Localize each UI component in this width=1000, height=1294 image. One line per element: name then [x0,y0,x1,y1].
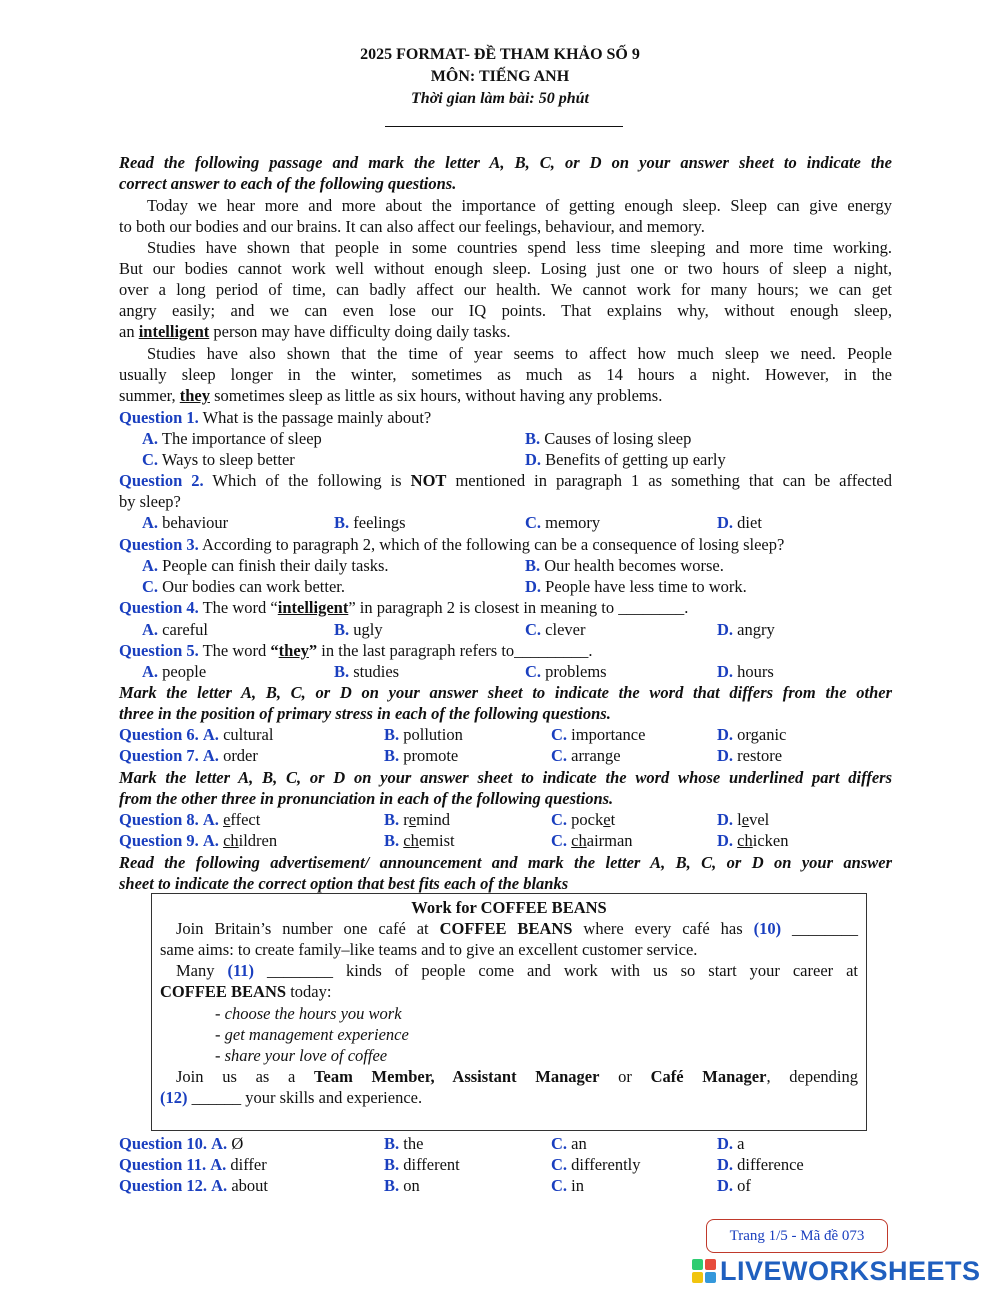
passage-p3-line3 [119,385,892,406]
section4-instruction: Read the following advertisement/ announcement and mark the letter A, B, C, or D on your answer [119,853,892,872]
option-letter: C. [551,810,568,829]
question-2-cont: by sleep? [119,492,181,511]
job-title: Café Manager [650,1067,767,1086]
underlined-part: ch [223,831,239,850]
section1-instruction-cont: correct answer to each of the following questions. [119,174,457,193]
exam-title: 2025 FORMAT- ĐỀ THAM KHẢO SỐ 9 [360,46,640,63]
option-text: studies [353,662,400,681]
text: or [599,1067,651,1086]
blank-number: (10) [753,919,782,938]
q12-option-c[interactable] [551,1175,584,1196]
option-text: mind [416,810,451,829]
q3-option-a[interactable] [142,555,389,576]
underlined-part: e [408,810,417,829]
option-letter: A. [202,725,219,744]
option-letter: B. [334,513,350,532]
subject-title: MÔN: TIẾNG ANH [430,68,570,85]
question-text: What is the passage mainly about? [198,408,432,427]
underlined-part: e [603,810,611,829]
option-text: pollution [403,725,463,744]
text: where every café has [572,919,754,938]
question-label: Question 5. [119,641,199,660]
option-text: of [737,1176,751,1195]
text: ________ kinds of people come and work with us so start your career at [254,961,859,980]
question-5 [119,640,892,661]
q5-option-d[interactable] [717,661,774,682]
option-letter: A. [142,662,159,681]
option-letter: D. [717,831,734,850]
q5-option-c[interactable] [525,661,607,682]
passage-p2-line3: over a long period of time, can badly affect our health. We cannot work for many hours; we can get [119,280,892,299]
option-letter: B. [525,556,541,575]
quote-close: ” [308,641,318,660]
text: sometimes sleep as little as six hours, without having any problems. [210,386,663,405]
text: Join Britain’s number one café at [176,919,440,938]
text: , depending [766,1067,859,1086]
option-text: an [571,1134,587,1153]
q10-option-b[interactable] [384,1133,423,1154]
option-text: Causes of losing sleep [544,429,692,448]
option-letter: B. [384,725,400,744]
question-label: Question 12. [119,1176,208,1195]
passage-p2-line1: Studies have shown that people in some countries spend less time sleeping and more time working. [147,238,892,257]
option-letter: A. [211,1134,228,1153]
option-letter: A. [211,1176,228,1195]
q12-option-a[interactable] [119,1175,268,1196]
option-text: arrange [571,746,621,765]
section2-instruction: Mark the letter A, B, C, or D on your answer sheet to indicate the word that differs from the other [119,683,892,702]
option-text: r [403,810,409,829]
brand-name: COFFEE BEANS [439,919,573,938]
option-text: the [403,1134,424,1153]
option-text: differently [571,1155,641,1174]
option-text: a [737,1134,745,1153]
option-letter: D. [717,1176,734,1195]
q9-option-c[interactable] [551,830,633,851]
q11-option-b[interactable] [384,1154,460,1175]
option-text: clever [545,620,586,639]
q6-option-d[interactable] [717,724,786,745]
q6-option-a[interactable] [119,724,273,745]
ad-line6 [160,1087,858,1108]
option-text: pock [571,810,604,829]
option-text: differ [230,1155,267,1174]
option-letter: C. [551,1134,568,1153]
underlined-part: ch [737,831,753,850]
underlined-word: intelligent [277,598,349,617]
question-2 [119,470,892,491]
q10-option-a[interactable] [119,1133,243,1154]
ad-line1 [176,918,858,939]
ad-line4 [160,981,858,1002]
option-letter: C. [551,1155,568,1174]
q8-option-b[interactable] [384,809,450,830]
option-letter: D. [717,1155,734,1174]
q12-option-b[interactable] [384,1175,420,1196]
question-label: Question 10. [119,1134,208,1153]
q8-option-d[interactable] [717,809,769,830]
question-4 [119,597,892,618]
question-text: in the last paragraph refers to_________. [317,641,593,660]
q2-option-a[interactable] [142,512,228,533]
option-letter: D. [525,450,542,469]
question-label: Question 8. [119,810,199,829]
liveworksheets-brand[interactable]: LIVEWORKSHEETS [720,1256,981,1286]
q1-option-d[interactable] [525,449,726,470]
question-label: Question 7. [119,746,199,765]
option-letter: D. [717,725,734,744]
option-text: emist [418,831,455,850]
option-text: restore [737,746,783,765]
option-letter: D. [717,746,734,765]
question-text: According to paragraph 2, which of the following can be a consequence of losing sleep? [198,535,785,554]
option-letter: B. [334,662,350,681]
q2-option-b[interactable] [334,512,406,533]
option-letter: B. [384,810,400,829]
question-text: mentioned in paragraph 1 as something that can be affected [446,471,892,490]
passage-p3-line1: Studies have also shown that the time of year seems to affect how much sleep we need. People [147,344,892,363]
option-letter: C. [525,513,542,532]
option-text: behaviour [162,513,229,532]
option-text: diet [737,513,762,532]
option-letter: B. [384,831,400,850]
section3-instruction: Mark the letter A, B, C, or D on your answer sheet to indicate the word whose underlined part differs [119,768,892,787]
underlined-part: ch [403,831,419,850]
option-letter: D. [717,620,734,639]
option-letter: B. [384,1155,400,1174]
passage-p1-line1: Today we hear more and more about the importance of getting enough sleep. Sleep can give energy [147,196,892,215]
q7-option-d[interactable] [717,745,782,766]
header-divider [385,126,623,127]
question-label: Question 9. [119,831,199,850]
liveworksheets-logo-icon [692,1259,718,1283]
option-letter: D. [717,662,734,681]
question-text: The word “ [198,598,278,617]
passage-p2-line5 [119,321,892,342]
passage-p1-line2: to both our bodies and our brains. It can also affect our feelings, behaviour, and memory. [119,217,705,236]
option-text: ugly [353,620,383,639]
q4-option-b[interactable] [334,619,383,640]
q9-option-b[interactable] [384,830,455,851]
option-text: people [162,662,207,681]
ad-line5 [176,1066,858,1087]
option-letter: C. [525,662,542,681]
q1-option-b[interactable] [525,428,691,449]
option-text: ildren [238,831,278,850]
option-letter: A. [142,556,159,575]
q6-option-b[interactable] [384,724,463,745]
text: Many [176,961,228,980]
option-text: airman [586,831,633,850]
ad-bullet-2: - get management experience [215,1025,409,1044]
option-letter: B. [384,1134,400,1153]
blank-number: (11) [227,961,255,980]
option-text: Ways to sleep better [161,450,295,469]
option-letter: C. [142,577,159,596]
option-text: promote [403,746,459,765]
option-text: Ø [231,1134,244,1153]
question-label: Question 6. [119,725,199,744]
underlined-part: e [741,810,750,829]
ad-line3 [176,960,858,981]
section4-instruction-cont: sheet to indicate the correct option that best fits each of the blanks [119,874,569,893]
option-text: feelings [353,513,406,532]
q1-option-c[interactable] [142,449,295,470]
q5-option-a[interactable] [142,661,206,682]
job-titles: Team Member, Assistant Manager [314,1067,600,1086]
option-text: importance [571,725,646,744]
option-text: difference [737,1155,804,1174]
q2-option-c[interactable] [525,512,600,533]
question-label: Question 3. [119,535,199,554]
section2-instruction-cont: three in the position of primary stress in each of the following questions. [119,704,611,723]
option-text: cultural [223,725,274,744]
option-letter: D. [717,810,734,829]
ad-line2: same aims: to create family–like teams and to give an excellent customer service. [160,940,698,959]
q4-option-a[interactable] [142,619,208,640]
option-text: organic [737,725,787,744]
text: ______ your skills and experience. [187,1088,423,1107]
underlined-word-they: they [179,386,210,405]
option-letter: A. [142,429,159,448]
option-letter: A. [210,1155,227,1174]
option-text: Our health becomes worse. [544,556,724,575]
option-letter: B. [334,620,350,639]
option-text: Benefits of getting up early [545,450,726,469]
option-text: People have less time to work. [545,577,747,596]
option-text: on [403,1176,420,1195]
section3-instruction-cont: from the other three in pronunciation in each of the following questions. [119,789,614,808]
option-text: problems [545,662,607,681]
question-label: Question 4. [119,598,199,617]
option-letter: D. [717,513,734,532]
question-text: ” in paragraph 2 is closest in meaning to ________. [348,598,689,617]
option-text: vel [749,810,770,829]
option-text: order [223,746,258,765]
q3-option-c[interactable] [142,576,345,597]
question-3 [119,534,892,555]
quote-open: “ [270,641,279,660]
q7-option-b[interactable] [384,745,458,766]
question-label: Question 2. [119,471,204,490]
option-text: different [403,1155,460,1174]
q3-option-d[interactable] [525,576,747,597]
option-text: t [610,810,616,829]
option-text: The importance of sleep [161,429,322,448]
passage-p2-line4: angry easily; and we can even lose our IQ points. That explains why, without enough sleep, [119,301,892,320]
q10-option-d[interactable] [717,1133,745,1154]
option-text: angry [737,620,775,639]
q11-option-d[interactable] [717,1154,804,1175]
q2-option-d[interactable] [717,512,762,533]
q4-option-c[interactable] [525,619,585,640]
ad-bullet-3: - share your love of coffee [215,1046,388,1065]
q10-option-c[interactable] [551,1133,587,1154]
option-letter: C. [551,746,568,765]
underlined-word-intelligent: intelligent [138,322,210,341]
option-letter: B. [384,1176,400,1195]
page-info-badge: Trang 1/5 - Mã đề 073 [706,1219,888,1253]
ad-title: Work for COFFEE BEANS [411,898,607,917]
option-letter: C. [551,725,568,744]
option-text: hours [737,662,774,681]
question-1 [119,407,892,428]
blank: ________ [781,919,859,938]
text: an [119,322,139,341]
underlined-part: e [223,810,231,829]
q12-option-d[interactable] [717,1175,751,1196]
option-letter: D. [525,577,542,596]
question-text: Which of the following is [203,471,411,490]
option-letter: A. [142,513,159,532]
q7-option-c[interactable] [551,745,621,766]
option-letter: C. [142,450,159,469]
option-letter: A. [202,810,219,829]
option-letter: D. [717,1134,734,1153]
option-letter: A. [142,620,159,639]
blank-number: (12) [160,1088,188,1107]
option-text: icken [752,831,789,850]
q4-option-d[interactable] [717,619,775,640]
q11-option-a[interactable] [119,1154,267,1175]
option-letter: A. [202,746,219,765]
q5-option-b[interactable] [334,661,399,682]
text: today: [286,982,332,1001]
option-letter: C. [525,620,542,639]
passage-p2-line2: But our bodies cannot work well without enough sleep. Losing just one or two hours of sleep a night, [119,259,892,278]
time-limit: Thời gian làm bài: 50 phút [411,90,589,107]
q9-option-a[interactable] [119,830,277,851]
underlined-word: they [278,641,309,660]
emphasis-not: NOT [410,471,447,490]
option-letter: C. [551,1176,568,1195]
q8-option-a[interactable] [119,809,260,830]
text: summer, [119,386,180,405]
passage-p3-line2: usually sleep longer in the winter, sometimes as much as 14 hours a night. However, in the [119,365,892,384]
option-text: about [231,1176,268,1195]
option-text: memory [545,513,601,532]
section1-instruction: Read the following passage and mark the letter A, B, C, or D on your answer sheet to indicate the [119,153,892,172]
q9-option-d[interactable] [717,830,788,851]
option-letter: A. [202,831,219,850]
q7-option-a[interactable] [119,745,258,766]
q1-option-a[interactable] [142,428,322,449]
option-text: l [737,810,742,829]
text: Join us as a [176,1067,315,1086]
question-label: Question 1. [119,408,199,427]
option-text: ffect [230,810,261,829]
q3-option-b[interactable] [525,555,724,576]
option-text: careful [162,620,208,639]
q6-option-c[interactable] [551,724,645,745]
option-text: People can finish their daily tasks. [162,556,389,575]
option-letter: B. [384,746,400,765]
q8-option-c[interactable] [551,809,615,830]
option-letter: B. [525,429,541,448]
option-letter: C. [551,831,568,850]
ad-bullet-1: - choose the hours you work [215,1004,402,1023]
underlined-part: ch [571,831,587,850]
option-text: in [571,1176,585,1195]
text: person may have difficulty doing daily tasks. [209,322,511,341]
question-label: Question 11. [119,1155,207,1174]
brand-name: COFFEE BEANS [160,982,287,1001]
question-text: The word [198,641,271,660]
option-text: Our bodies can work better. [162,577,345,596]
q11-option-c[interactable] [551,1154,641,1175]
